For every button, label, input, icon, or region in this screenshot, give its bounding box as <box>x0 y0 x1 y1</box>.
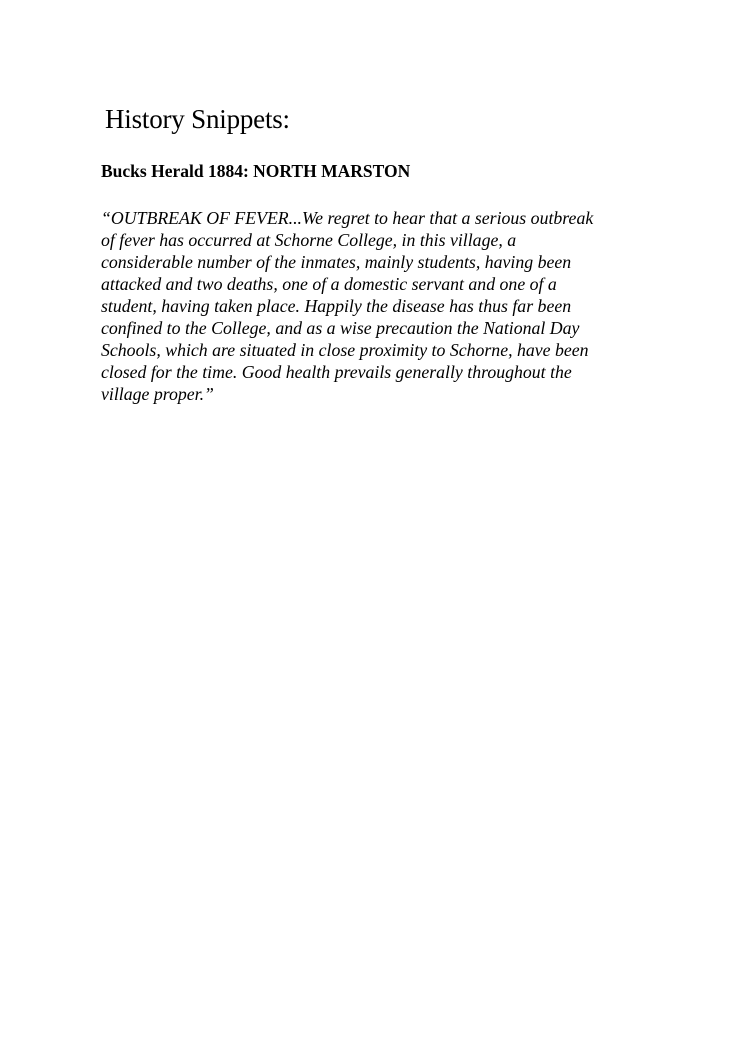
quote-line: Schools, which are situated in close proximity to Schorne, have been <box>101 340 589 360</box>
quote-line: village proper.” <box>101 384 214 404</box>
quote-line: considerable number of the inmates, mainly students, having been <box>101 252 572 272</box>
quote-line: “OUTBREAK OF FEVER...We regret to hear that a serious outbreak <box>101 208 594 228</box>
quote-line: of fever has occurred at Schorne College, in this village, a <box>101 230 517 250</box>
quote-line: confined to the College, and as a wise precaution the National Day <box>101 318 580 338</box>
article-source-heading: Bucks Herald 1884: NORTH MARSTON <box>101 161 411 181</box>
quote-line: closed for the time. Good health prevails generally throughout the <box>101 362 572 382</box>
quote-line: attacked and two deaths, one of a domestic servant and one of a <box>101 274 557 294</box>
quote-line: student, having taken place. Happily the disease has thus far been <box>101 296 572 316</box>
article-quote <box>101 207 661 405</box>
page-title: History Snippets: <box>105 104 290 134</box>
